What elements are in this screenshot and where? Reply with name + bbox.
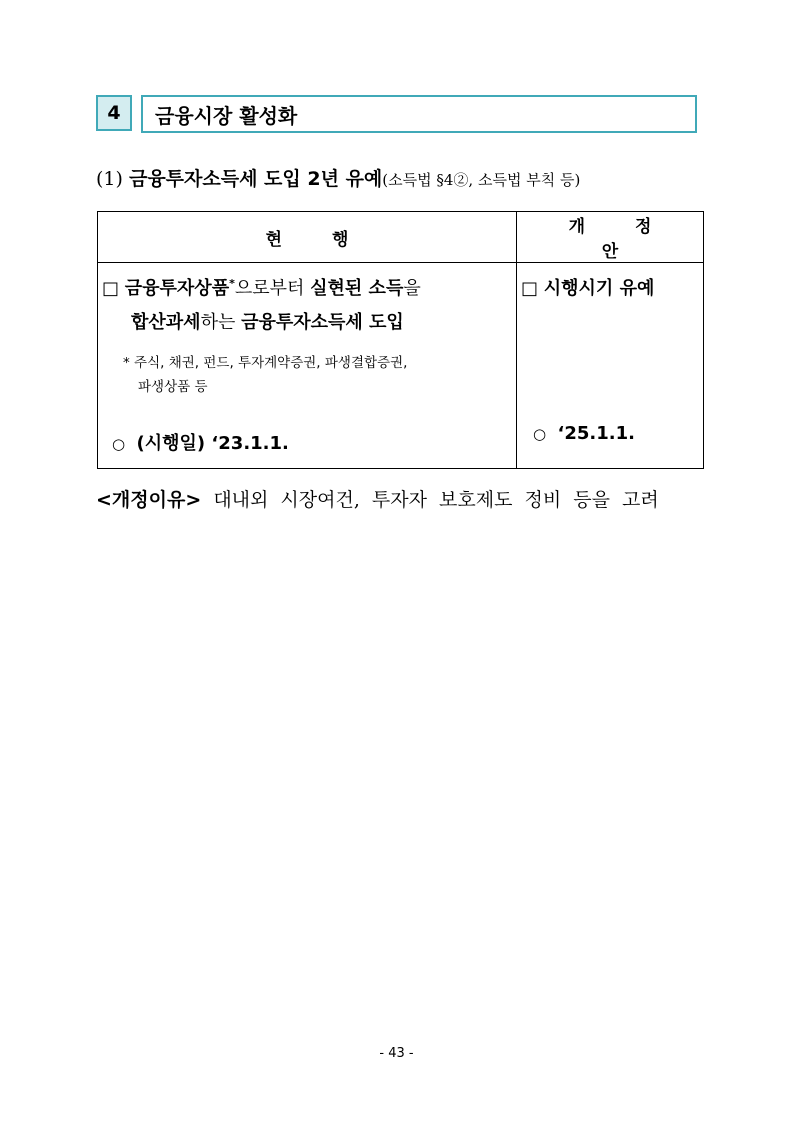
header-current: 현 행 — [98, 212, 517, 263]
bullet-icon: ○ — [533, 425, 547, 443]
subsection-reference: (소득법 §4②, 소득법 부칙 등) — [382, 171, 581, 189]
section-number: 4 — [96, 95, 132, 131]
reason-text: 대내외 시장여건, 투자자 보호제도 정비 등을 고려 — [213, 489, 659, 511]
section-title: 금융시장 활성화 — [141, 95, 697, 133]
page-number: - 43 - — [379, 1046, 414, 1061]
current-effective-date: ○ (시행일) ‘23.1.1. — [112, 433, 289, 454]
bullet-icon: ○ — [112, 435, 126, 453]
header-revised: 개 정 안 — [517, 212, 704, 263]
reason-label: <개정이유> — [96, 489, 202, 511]
current-line-2: 합산과세하는 금융투자소득세 도입 — [131, 312, 404, 333]
checkbox-icon: □ — [521, 278, 539, 299]
footnote-line-2: 파생상품 등 — [138, 379, 208, 395]
current-line-1: □ 금융투자상품*으로부터 실현된 소득을 — [102, 277, 421, 299]
revised-line-1: □ 시행시기 유예 — [521, 278, 655, 299]
subsection-title: 금융투자소득세 도입 2년 유예 — [128, 168, 383, 190]
checkbox-icon: □ — [102, 278, 120, 299]
revised-cell — [517, 263, 704, 469]
subsection-number: (1) — [96, 168, 123, 190]
footnote-line-1: * 주식, 채권, 펀드, 투자계약증권, 파생결합증권, — [123, 355, 408, 371]
comparison-table — [97, 211, 704, 469]
revised-effective-date: ○ ‘25.1.1. — [533, 423, 635, 444]
subsection-heading — [96, 164, 580, 191]
amendment-reason — [96, 485, 659, 512]
current-cell — [98, 263, 517, 469]
